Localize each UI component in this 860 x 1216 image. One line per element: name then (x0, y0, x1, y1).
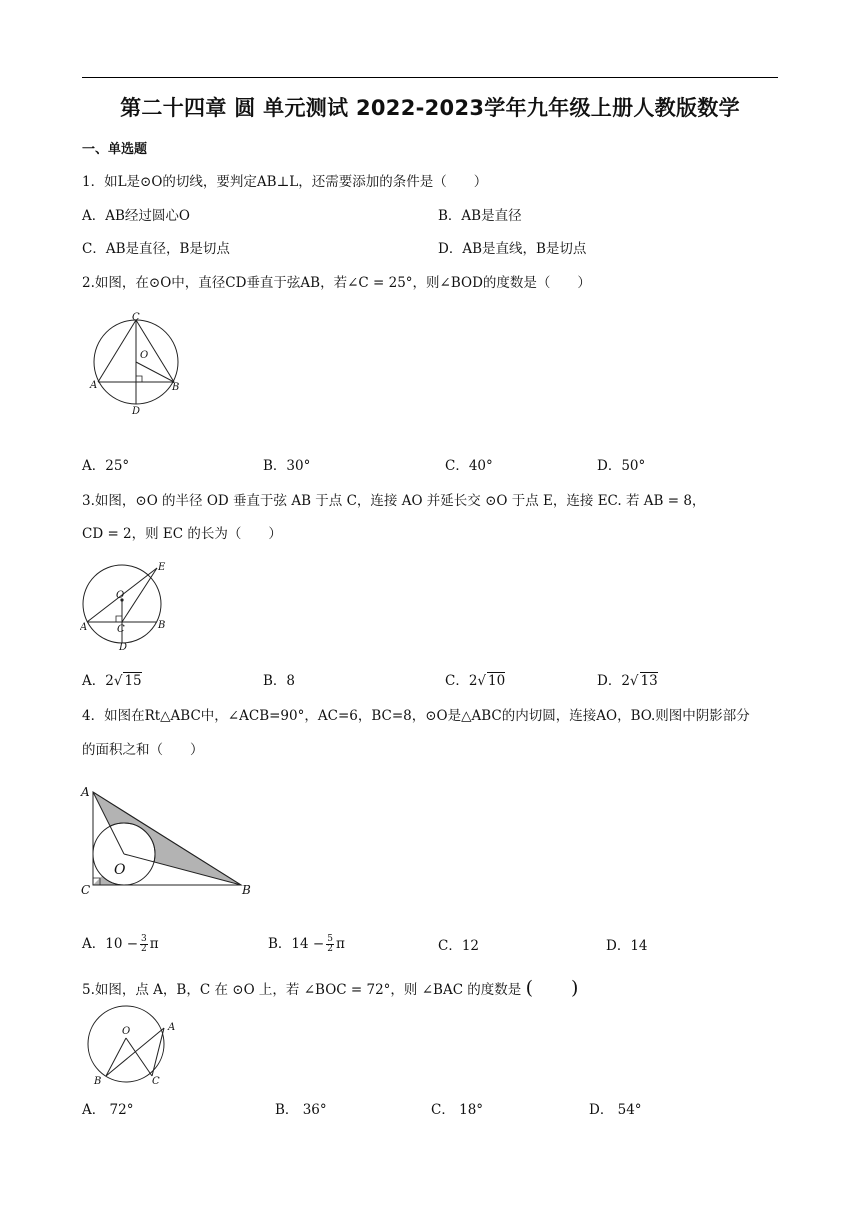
q2-option-a[interactable]: A．25° (82, 458, 130, 474)
q2-stem: 2.如图，在⊙O中，直径CD垂直于弦AB，若∠C = 25°，则∠BOD的度数是（ ） (82, 275, 591, 291)
q3-line-ec (122, 568, 157, 622)
q1-option-b[interactable]: B．AB是直径 (438, 208, 522, 224)
q5-label-b: B (94, 1076, 102, 1087)
q2-option-b[interactable]: B．30° (263, 458, 311, 474)
q3-option-a-radicand: 15 (124, 673, 142, 689)
q3-figure (80, 562, 172, 652)
q2-label-b: B (172, 382, 180, 393)
q4-option-d[interactable]: D．14 (606, 938, 648, 954)
q4-stem-line1: 4．如图在Rt△ABC中，∠ACB=90°，AC=6，BC=8，⊙O是△ABC的内切圆，连接AO，BO.则图中阴影部分 (82, 708, 750, 724)
q5-option-c[interactable]: C． 18° (431, 1102, 484, 1118)
q3-option-c[interactable]: C．2√ 10 (445, 673, 506, 689)
q3-label-a: A (80, 622, 88, 633)
q4-label-a: A (81, 785, 90, 799)
q3-right-angle-mark (116, 616, 122, 622)
q4-option-a[interactable]: A．10 − $\frac{3}{2}$ π (82, 934, 159, 954)
q5-label-c: C (152, 1076, 160, 1087)
q3-label-b: B (158, 620, 166, 631)
q3-label-o: O (116, 590, 125, 601)
q2-line-ca (98, 320, 136, 382)
q3-option-b[interactable]: B．8 (263, 673, 296, 689)
q4-option-b[interactable]: B．14 − $\frac{5}{2}$ π (268, 934, 345, 954)
q4-figure (78, 780, 258, 898)
q3-option-d-radicand: 13 (640, 673, 658, 689)
q4-label-c: C (81, 883, 91, 897)
q5-line-oc (126, 1038, 152, 1076)
top-rule (82, 77, 778, 78)
q3-option-c-radicand: 10 (488, 673, 506, 689)
q2-label-o: O (140, 350, 149, 361)
q5-label-o: O (122, 1026, 131, 1037)
q5-line-ob (106, 1038, 126, 1076)
q4-label-o: O (114, 862, 126, 878)
q1-stem: 1．如L是⊙O的切线，要判定AB⊥L，还需要添加的条件是（ ） (82, 174, 488, 190)
q4-stem-line2: 的面积之和（ ） (82, 742, 204, 758)
q4-option-c[interactable]: C．12 (438, 938, 480, 954)
q3-option-d[interactable]: D．2√ 13 (597, 673, 658, 689)
q2-option-d[interactable]: D．50° (597, 458, 646, 474)
q5-option-b[interactable]: B． 36° (275, 1102, 327, 1118)
q2-option-c[interactable]: C．40° (445, 458, 493, 474)
q5-figure (84, 1004, 184, 1090)
q2-right-angle-mark (136, 376, 142, 382)
q2-label-a: A (90, 380, 98, 391)
q5-circle (88, 1006, 164, 1082)
q5-label-a: A (168, 1022, 176, 1033)
q1-option-a[interactable]: A．AB经过圆心O (82, 208, 190, 224)
q5-stem: 5.如图，点 A，B，C 在 ⊙O 上，若 ∠BOC = 72°，则 ∠BAC 的度数是 ( ) (82, 977, 579, 999)
q3-stem-line2: CD = 2，则 EC 的长为（ ） (82, 526, 282, 542)
section-heading: 一、单选题 (82, 142, 148, 157)
q3-label-c: C (117, 624, 125, 635)
q1-option-d[interactable]: D．AB是直线，B是切点 (438, 241, 587, 257)
q2-label-d: D (132, 406, 141, 416)
q5-answer-paren: ( ) (525, 977, 579, 999)
q3-option-a[interactable]: A．2√ 15 (82, 673, 142, 689)
q4-label-b: B (242, 883, 251, 897)
q5-option-d[interactable]: D． 54° (589, 1102, 642, 1118)
q3-stem-line1: 3.如图，⊙O 的半径 OD 垂直于弦 AB 于点 C，连接 AO 并延长交 ⊙O 于点 E，连接 EC. 若 AB = 8， (82, 493, 706, 509)
q5-option-a[interactable]: A． 72° (82, 1102, 134, 1118)
q3-label-d: D (119, 642, 128, 652)
q3-label-e: E (158, 562, 166, 573)
q5-line-ac (152, 1028, 164, 1076)
q2-label-c: C (132, 312, 140, 323)
q1-option-c[interactable]: C．AB是直径，B是切点 (82, 241, 230, 257)
q2-figure (88, 312, 188, 416)
page-title: 第二十四章 圆 单元测试 2022-2023学年九年级上册人教版数学 (120, 96, 740, 120)
